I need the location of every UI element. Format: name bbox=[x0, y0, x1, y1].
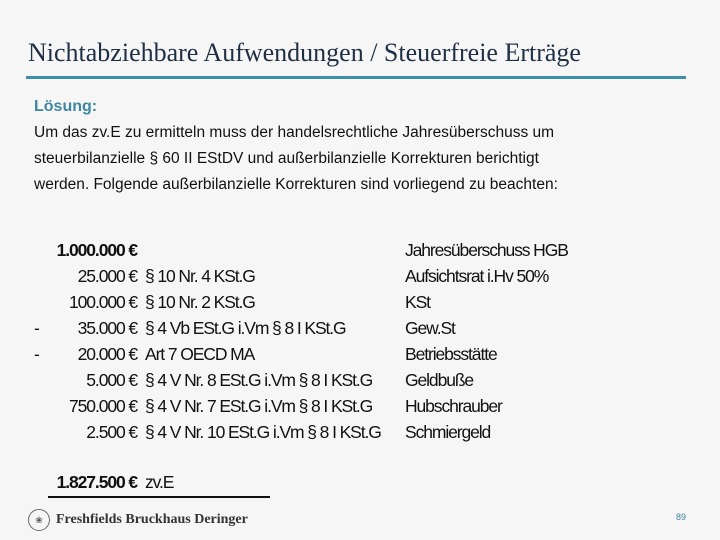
row-amount: 35.000 € bbox=[77, 318, 137, 338]
row-sign: - bbox=[34, 344, 39, 364]
row-amount: 100.000 € bbox=[69, 292, 137, 312]
row-amount: 25.000 € bbox=[77, 266, 137, 286]
total-row bbox=[0, 472, 720, 498]
solution-heading: Lösung: bbox=[34, 98, 98, 115]
row-reference: § 10 Nr. 4 KSt.G bbox=[145, 266, 255, 286]
total-label: zv.E bbox=[145, 472, 174, 492]
row-reference: § 4 Vb ESt.G i.Vm § 8 I KSt.G bbox=[145, 318, 346, 338]
sum-underline bbox=[48, 496, 270, 498]
row-amount: 20.000 € bbox=[77, 344, 137, 364]
slide-title: Nichtabziehbare Aufwendungen / Steuerfreie Erträge bbox=[28, 38, 581, 67]
paragraph-line: Um das zv.E zu ermitteln muss der handelsrechtliche Jahresüberschuss um bbox=[34, 124, 555, 141]
row-item: Schmiergeld bbox=[405, 422, 491, 442]
title-divider bbox=[26, 76, 686, 79]
row-amount: 750.000 € bbox=[69, 396, 137, 416]
correction-row bbox=[0, 370, 720, 396]
row-item: Gew.St bbox=[405, 318, 455, 338]
row-sign: - bbox=[34, 318, 39, 338]
solution-paragraph bbox=[34, 120, 694, 198]
row-reference: § 4 V Nr. 10 ESt.G i.Vm § 8 I KSt.G bbox=[145, 422, 381, 442]
row-item: Hubschrauber bbox=[405, 396, 502, 416]
firm-name: Freshfields Bruckhaus Deringer bbox=[56, 512, 248, 527]
row-item: Geldbuße bbox=[405, 370, 474, 390]
row-amount: 5.000 € bbox=[86, 370, 137, 390]
row-item: Betriebsstätte bbox=[405, 344, 497, 364]
correction-row bbox=[0, 240, 720, 266]
paragraph-line: steuerbilanzielle § 60 II EStDV und außerbilanzielle Korrekturen berichtigt bbox=[34, 150, 539, 167]
correction-row bbox=[0, 266, 720, 292]
row-reference: § 4 V Nr. 8 ESt.G i.Vm § 8 I KSt.G bbox=[145, 370, 373, 390]
firm-logo bbox=[28, 508, 248, 532]
correction-row bbox=[0, 292, 720, 318]
row-amount: 1.000.000 € bbox=[56, 240, 137, 260]
correction-row bbox=[0, 344, 720, 370]
correction-row bbox=[0, 422, 720, 448]
row-reference: § 4 V Nr. 7 ESt.G i.Vm § 8 I KSt.G bbox=[145, 396, 373, 416]
correction-row bbox=[0, 318, 720, 344]
row-reference: § 10 Nr. 2 KSt.G bbox=[145, 292, 255, 312]
row-item: KSt bbox=[405, 292, 430, 312]
row-amount: 2.500 € bbox=[86, 422, 137, 442]
paragraph-line: werden. Folgende außerbilanzielle Korrekturen sind vorliegend zu beachten: bbox=[34, 176, 558, 193]
correction-row bbox=[0, 396, 720, 422]
total-amount: 1.827.500 € bbox=[56, 472, 137, 492]
page-number: 89 bbox=[675, 512, 686, 522]
row-item: Aufsichtsrat i.Hv 50% bbox=[405, 266, 549, 286]
seal-icon: ❀ bbox=[28, 509, 50, 531]
row-reference: Art 7 OECD MA bbox=[145, 344, 255, 364]
row-item: Jahresüberschuss HGB bbox=[405, 240, 568, 260]
